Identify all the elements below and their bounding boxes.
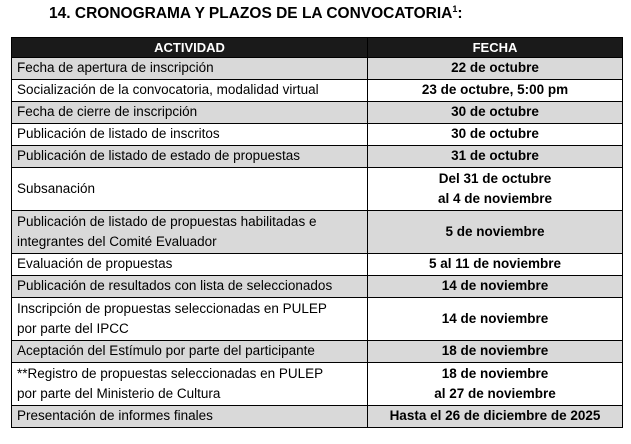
table-row xyxy=(12,276,623,298)
table-row xyxy=(12,168,623,211)
schedule-table xyxy=(11,37,623,428)
activity-cell xyxy=(12,276,368,298)
table-row xyxy=(12,298,623,341)
date-text: 18 de noviembre xyxy=(441,343,549,359)
table-row xyxy=(12,406,623,428)
date-cell xyxy=(368,124,623,146)
date-cell xyxy=(368,58,623,80)
header-fecha: FECHA xyxy=(368,38,623,58)
date-cell xyxy=(368,298,623,341)
activity-cell xyxy=(12,211,368,254)
date-text: 23 de octubre, 5:00 pm xyxy=(421,82,569,98)
table-row xyxy=(12,254,623,276)
date-text: al 4 de noviembre xyxy=(437,191,553,206)
activity-text: Inscripción de propuestas seleccionadas en PULEP xyxy=(17,300,327,316)
activity-cell xyxy=(12,124,368,146)
table-row xyxy=(12,58,623,80)
activity-text: Presentación de informes finales xyxy=(17,408,213,424)
activity-cell xyxy=(12,146,368,168)
activity-cell xyxy=(12,363,368,406)
date-text: 14 de noviembre xyxy=(441,278,549,294)
date-cell xyxy=(368,276,623,298)
date-cell xyxy=(368,211,623,254)
activity-text: por parte del Ministerio de Cultura xyxy=(17,386,221,401)
table-row xyxy=(12,211,623,254)
activity-cell xyxy=(12,80,368,102)
schedule-body xyxy=(12,58,623,428)
date-text: Del 31 de octubre xyxy=(438,170,552,186)
table-row xyxy=(12,341,623,363)
date-text: 31 de octubre xyxy=(451,148,539,164)
activity-text: Publicación de listado de estado de propuestas xyxy=(17,148,300,164)
table-row xyxy=(12,80,623,102)
table-row xyxy=(12,146,623,168)
date-cell xyxy=(368,102,623,124)
activity-text: Publicación de listado de propuestas habilitadas e xyxy=(17,213,317,229)
date-text: 30 de octubre xyxy=(451,126,539,142)
date-text: 18 de noviembre xyxy=(441,365,549,381)
activity-cell xyxy=(12,298,368,341)
date-cell xyxy=(368,254,623,276)
date-text: Hasta el 26 de diciembre de 2025 xyxy=(389,408,601,424)
activity-text: Evaluación de propuestas xyxy=(17,256,173,272)
date-cell xyxy=(368,146,623,168)
table-header-row xyxy=(12,38,623,58)
date-cell xyxy=(368,168,623,211)
table-row xyxy=(12,363,623,406)
activity-text: Subsanación xyxy=(17,180,96,196)
header-actividad: ACTIVIDAD xyxy=(12,38,368,58)
activity-text: Publicación de listado de inscritos xyxy=(17,126,220,142)
date-text: 14 de noviembre xyxy=(441,310,549,326)
activity-text: Fecha de apertura de inscripción xyxy=(17,60,214,76)
activity-text: integrantes del Comité Evaluador xyxy=(17,234,217,249)
table-row xyxy=(12,102,623,124)
activity-cell xyxy=(12,341,368,363)
table-row xyxy=(12,124,623,146)
activity-cell xyxy=(12,406,368,428)
footnote-marker: 1 xyxy=(452,4,458,14)
date-text: 30 de octubre xyxy=(451,104,539,120)
activity-text: Fecha de cierre de inscripción xyxy=(17,104,198,120)
date-text: al 27 de noviembre xyxy=(434,386,556,401)
date-text: 5 al 11 de noviembre xyxy=(428,256,562,272)
activity-cell xyxy=(12,168,368,211)
activity-text: Socialización de la convocatoria, modalidad virtual xyxy=(17,82,319,98)
activity-text: Aceptación del Estímulo por parte del participante xyxy=(17,343,315,359)
date-text: 22 de octubre xyxy=(451,60,539,76)
activity-text: por parte del IPCC xyxy=(17,321,129,336)
activity-text: **Registro de propuestas seleccionadas en PULEP xyxy=(17,365,324,381)
activity-text: Publicación de resultados con lista de seleccionados xyxy=(17,278,333,294)
heading-colon: : xyxy=(457,5,463,22)
activity-cell xyxy=(12,102,368,124)
date-cell xyxy=(368,341,623,363)
activity-cell xyxy=(12,254,368,276)
section-number: 14. xyxy=(49,5,71,22)
activity-cell xyxy=(12,58,368,80)
date-text: 5 de noviembre xyxy=(445,223,545,239)
date-cell xyxy=(368,80,623,102)
date-cell xyxy=(368,363,623,406)
section-heading xyxy=(49,4,463,23)
date-cell xyxy=(368,406,623,428)
section-title: CRONOGRAMA Y PLAZOS DE LA CONVOCATORIA xyxy=(74,5,453,22)
